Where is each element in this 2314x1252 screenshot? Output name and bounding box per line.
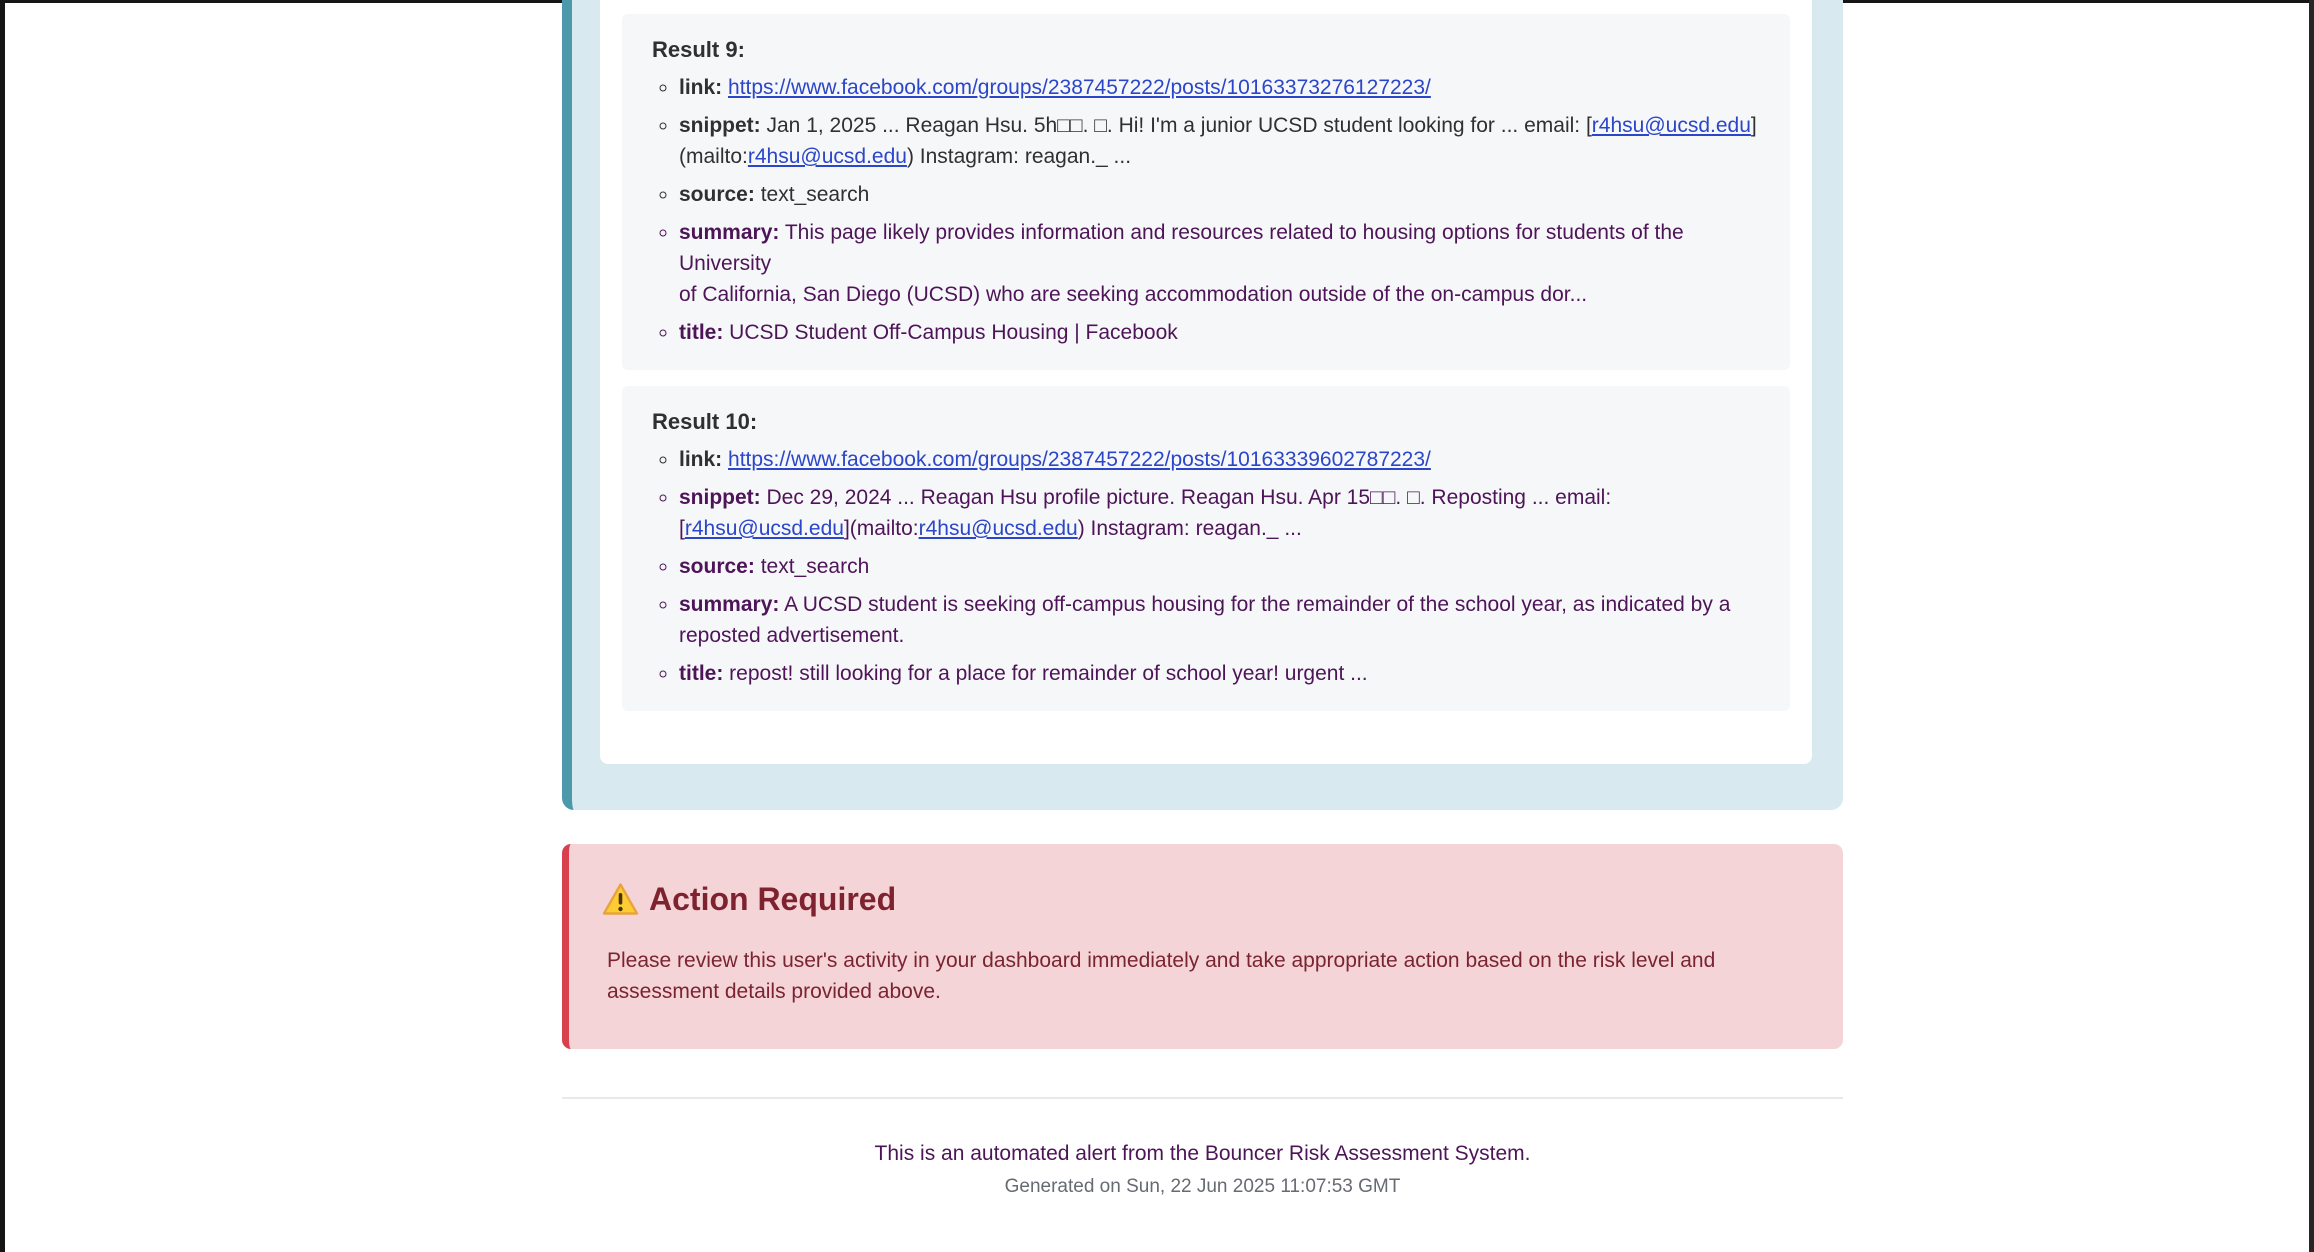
result-field-link <box>679 444 1766 475</box>
field-label: source: <box>679 555 755 578</box>
window-border-left <box>0 0 5 1252</box>
result-field-source: ◦ source: text_search <box>679 179 1766 210</box>
inline-link[interactable]: r4hsu@ucsd.edu <box>747 145 907 168</box>
result-field-snippet: ◦ snippet: Jan 1, 2025 ... Reagan Hsu. 5h□□. □. Hi! I'm a junior UCSD student looking for ... email: [r4hsu@ucsd.edu] (mailto:r4hsu@ucsd.edu) Instagram: reagan._ ... <box>679 110 1766 172</box>
results-card <box>600 0 1812 764</box>
result-field-snippet: ◦ snippet: Dec 29, 2024 ... Reagan Hsu profile picture. Reagan Hsu. Apr 15□□. □. Reposting ... email: [r4hsu@ucsd.edu](mailto:r4hsu@ucsd.edu) Instagram: reagan._ ... <box>679 482 1766 544</box>
inline-link[interactable]: https://www.facebook.com/groups/2387457222/posts/10163339602787223/ <box>728 448 1431 471</box>
result-field-link <box>679 72 1766 103</box>
footer-timestamp: Generated on Sun, 22 Jun 2025 11:07:53 GMT <box>1004 1176 1401 1197</box>
result-field-title: ◦ title: UCSD Student Off-Campus Housing | Facebook <box>679 317 1766 348</box>
action-heading <box>602 880 1803 918</box>
result-heading: Result 10: <box>652 409 758 434</box>
field-label: source: <box>679 183 755 206</box>
field-label: title: <box>679 321 724 344</box>
field-label: summary: <box>679 221 780 244</box>
action-required-alert <box>562 844 1843 1049</box>
inline-link[interactable]: r4hsu@ucsd.edu <box>918 517 1078 540</box>
action-message-line1: Please review this user's activity in your dashboard immediately and take appropriate action based on the risk level and <box>607 949 1716 972</box>
email-body <box>562 0 1843 1198</box>
result-field-source: ◦ source: text_search <box>679 551 1766 582</box>
email-footer <box>562 1141 1843 1198</box>
field-label: title: <box>679 662 724 685</box>
result-heading: Result 9: <box>652 37 745 62</box>
result-fields <box>652 72 1766 348</box>
warning-icon <box>602 882 639 916</box>
action-title: Action Required <box>649 881 897 917</box>
action-message <box>607 945 1803 1007</box>
result-field-summary: ◦ summary: A UCSD student is seeking off-campus housing for the remainder of the school year, as indicated by a reposted advertisement. <box>679 589 1766 651</box>
field-label: snippet: <box>679 486 761 509</box>
inline-link[interactable]: r4hsu@ucsd.edu <box>684 517 844 540</box>
inline-link[interactable]: https://www.facebook.com/groups/2387457222/posts/10163373276127223/ <box>728 76 1431 99</box>
action-message-line2: assessment details provided above. <box>607 980 941 1003</box>
result-block <box>622 386 1790 711</box>
result-field-summary: ◦ summary: This page likely provides information and resources related to housing options for students of the University of California, San Diego (UCSD) who are seeking accommodation outside of the on-campus dor... <box>679 217 1766 310</box>
inline-link[interactable]: r4hsu@ucsd.edu <box>1591 114 1751 137</box>
field-label: link: <box>679 448 723 471</box>
field-label: snippet: <box>679 114 761 137</box>
result-block <box>622 14 1790 370</box>
field-label: link: <box>679 76 723 99</box>
window-border-right[interactable] <box>2309 0 2314 1252</box>
field-label: summary: <box>679 593 780 616</box>
search-results-panel <box>562 0 1843 810</box>
result-field-title: ◦ title: repost! still looking for a place for remainder of school year! urgent ... <box>679 658 1766 689</box>
footer-divider <box>562 1097 1843 1099</box>
footer-note: This is an automated alert from the Bouncer Risk Assessment System. <box>874 1142 1531 1165</box>
result-fields <box>652 444 1766 689</box>
